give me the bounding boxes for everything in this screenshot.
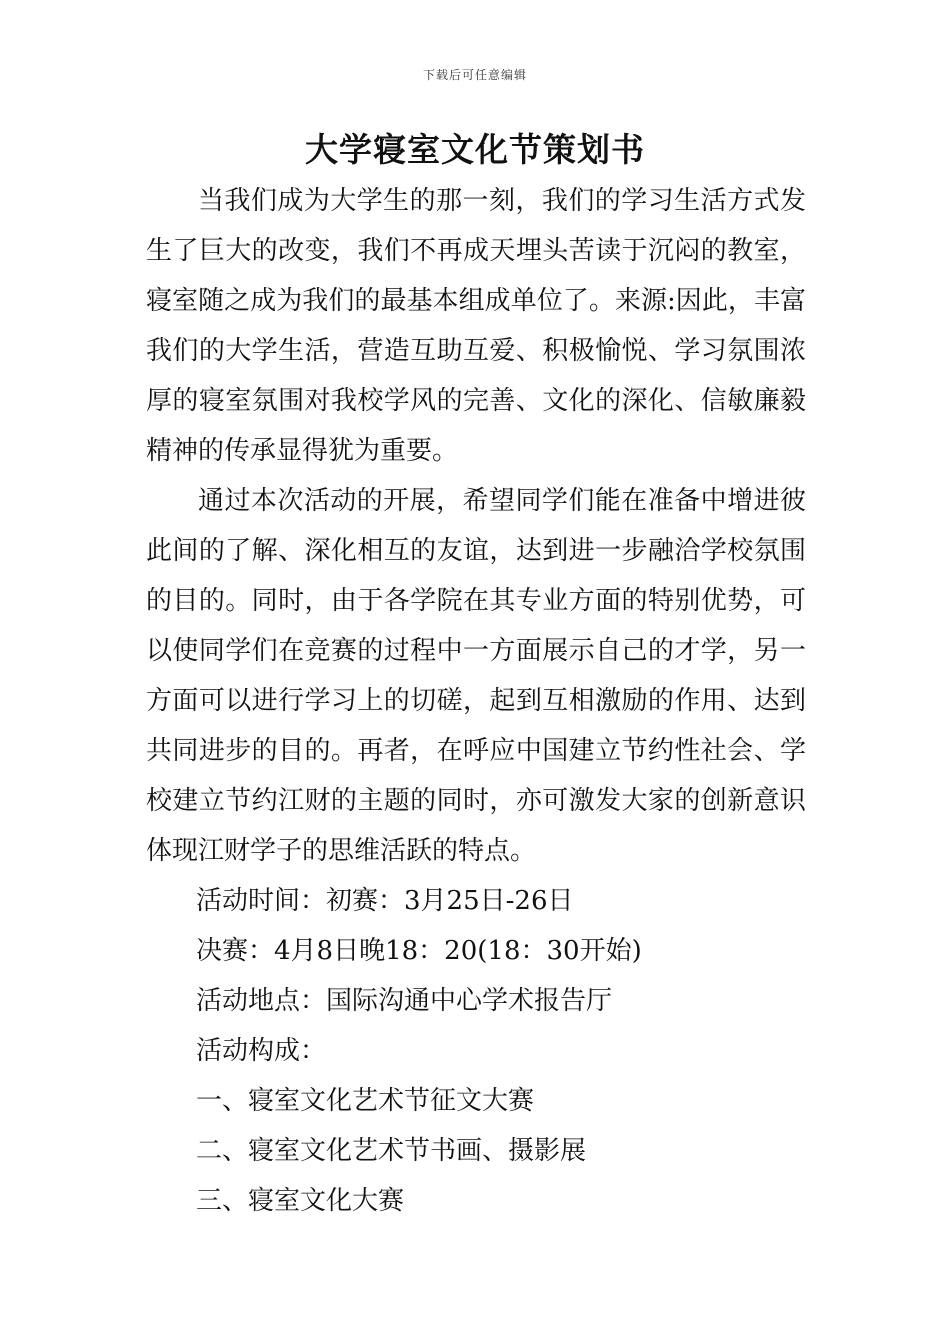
document-body bbox=[146, 176, 806, 1226]
final-time-line: 决赛：4月8日晚18：20(18：30开始) bbox=[196, 936, 642, 966]
header-note: 下载后可任意编辑 bbox=[422, 68, 527, 82]
composition-item-1: 一、寝室文化艺术节征文大赛 bbox=[196, 1086, 535, 1116]
activity-composition-heading: 活动构成： bbox=[196, 1036, 327, 1066]
activity-time-line: 活动时间：初赛：3月25日-26日 bbox=[196, 886, 574, 916]
purpose-paragraph: 通过本次活动的开展，希望同学们能在准备中增进彼此间的了解、深化相互的友谊，达到进一步融洽学校氛围的目的。同时，由于各学院在其专业方面的特别优势，可以使同学们在竞赛的过程中一方面展示自己的才学，另一方面可以进行学习上的切磋，起到互相激励的作用、达到共同进步的目的。再者，在呼应中国建立节约性社会、学校建立节约江财的主题的同时，亦可激发大家的创新意识体现江财学子的思维活跃的特点。 bbox=[146, 486, 806, 866]
activity-location-line: 活动地点：国际沟通中心学术报告厅 bbox=[196, 986, 613, 1016]
intro-paragraph: 当我们成为大学生的那一刻，我们的学习生活方式发生了巨大的改变，我们不再成天埋头苦读于沉闷的教室，寝室随之成为我们的最基本组成单位了。来源:因此，丰富我们的大学生活，营造互助互爱、积极愉悦、学习氛围浓厚的寝室氛围对我校学风的完善、文化的深化、信敏廉毅精神的传承显得犹为重要。 bbox=[146, 186, 806, 466]
composition-item-3: 三、寝室文化大赛 bbox=[196, 1186, 405, 1216]
document-title: 大学寝室文化节策划书 bbox=[305, 130, 645, 169]
composition-item-2: 二、寝室文化艺术节书画、摄影展 bbox=[196, 1136, 587, 1166]
